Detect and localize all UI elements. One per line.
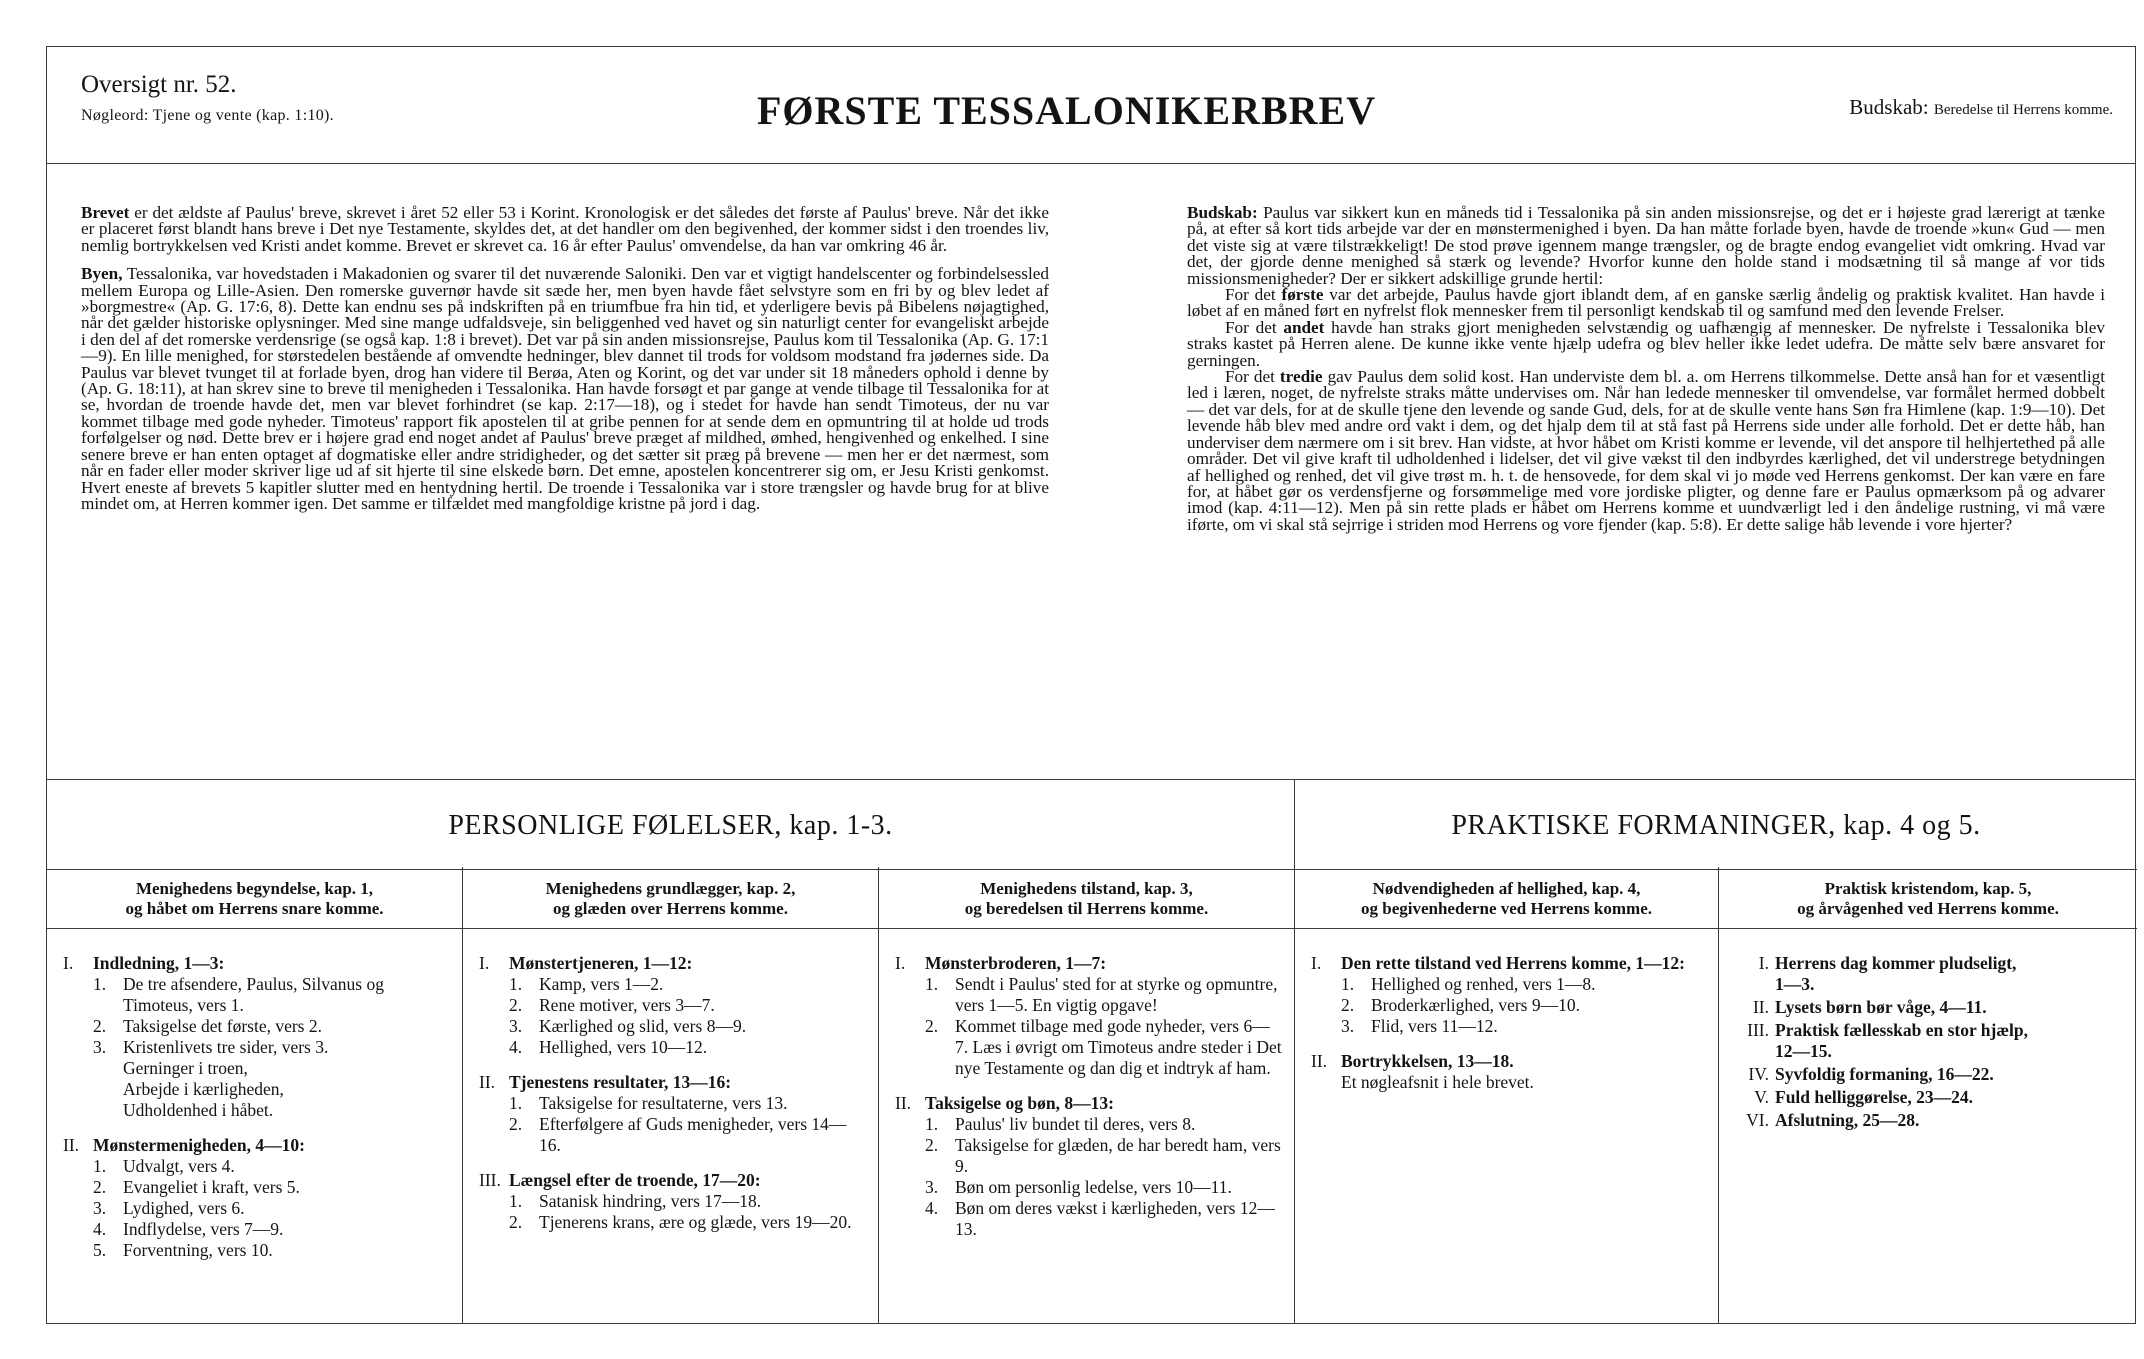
intro-text-body: Tessalonika, var hovedstaden i Makadonien og svarer til det nuværende Saloniki. Den var et vigtigt handelscenter og forbindelsessled mellem Europa og Lille-Asien. Den romerske guvernør havde sit sæde her, men byen havde fået selvstyre som en fri by og blev ledet af »borgmestre« (Ap. G. 17:6, 8). Dette kan endnu ses på indskriften på en triumfbue fra hin tid, et yderligere bevis på Bibelens nøjagtighed, når det gælder historiske oplysninger. Med sine mange udfaldsveje, sin beliggenhed ved havet og sin naturligt center for evangeliskt arbejde i den del af det romerske verdensrige (se også kap. 1:8 i brevet). Det var på sin anden missionsrejse, Paulus kom til Tessalonika (Ap. G. 17:1—9). En lille menighed, for størstedelen bestående af omvendte hedninger, blev dannet til trods for voldsom modstand fra jødernes side. Da Paulus var blevet tvunget til at forlade byen, drog han videre til Berøa, Aten og Korint, og det var under sit 18 måneders ophold i denne by (Ap. G. 18:11), at han skrev sine to breve til menigheden i Tessalonika. Han havde forsøgt et par gange at vende tilbage til Tessalonika for at se, hvordan de troende havde det, men var blevet forhindret (se kap. 2:17—18), og i stedet for havde han sendt Timoteus, der nu var kommet tilbage med gode nyheder. Timoteus' rapport fik apostelen til at gribe pennen for at sende dem en opmuntring til at holde ud trods forfølgelser og nød. Dette brev er i højere grad end noget andet af Paulus' breve præget af mildhed, ømhed, hengivenhed og enkelhed. I sine senere breve er han enten optaget af dogmatiske eller andre stridigheder, og det sætter sit præg på brevene — men her er det nærmest, som når en fader eller moder skriver lige ud af sit hjerte til sine elskede børn. Det emne, apostelen koncentrerer sig om, er Jesu Kristi genkomst. Hvert eneste af brevets 5 kapitler slutter med en hentydning hertil. De troende i Tessalonika var i store trængsler og havde brug for at blive mindet om, at Herren kommer igen. Det samme er tilfældet med mangfoldige kristne på jord i dag.	[81, 264, 1049, 513]
outline-section	[895, 1093, 1282, 1240]
reason-pre: For det	[1225, 367, 1275, 387]
outline-column-4	[1295, 867, 1719, 1323]
outline-item	[1311, 995, 1706, 1016]
outline-item	[479, 1212, 866, 1233]
item-number: 2.	[93, 1016, 107, 1036]
page-title: FØRSTE TESSALONIKERBREV	[757, 88, 1377, 133]
outline-section-heading	[479, 1072, 866, 1093]
outline-section	[479, 1072, 866, 1156]
outline-item	[63, 1156, 450, 1177]
noegleord-text: Tjene og vente (kap. 1:10).	[152, 107, 334, 124]
item-text: Tjenerens krans, ære og glæde, vers 19—20.	[539, 1212, 852, 1232]
noegleord	[81, 107, 334, 125]
item-text: Bøn om personlig ledelse, vers 10—11.	[955, 1177, 1232, 1197]
outline-section-title-line: 12—15.	[1775, 1041, 1832, 1061]
reason-bold: tredie	[1279, 367, 1323, 387]
outline-item	[479, 1016, 866, 1037]
outline-item	[895, 1135, 1282, 1177]
outline-item	[63, 1219, 450, 1240]
outline-section-heading	[479, 953, 866, 974]
outline-section	[479, 953, 866, 1058]
column-heading-line-1: Nødvendigheden af hellighed, kap. 4,	[1372, 879, 1641, 898]
item-number: 1.	[925, 974, 939, 994]
item-number: 1.	[509, 1093, 523, 1113]
column-heading-line-2: og årvågenhed ved Herrens komme.	[1797, 899, 2059, 918]
outline-section-heading	[1735, 1087, 2125, 1108]
outline-item	[479, 1114, 866, 1156]
noegleord-label: Nøgleord:	[81, 107, 149, 124]
column-body	[1295, 953, 1718, 1107]
outline-item	[479, 1191, 866, 1212]
reason-pre: For det	[1225, 317, 1277, 337]
item-number: 4.	[925, 1198, 939, 1218]
column-heading-line-2: og glæden over Herrens komme.	[553, 899, 788, 918]
intro-lead: Byen,	[81, 264, 123, 284]
item-number: 1.	[925, 1114, 939, 1134]
roman-numeral: II.	[479, 1072, 496, 1092]
roman-numeral: I.	[63, 953, 74, 973]
outline-item	[63, 1240, 450, 1261]
budskab-header	[1849, 95, 2113, 120]
budskab-reason-3	[1187, 369, 2105, 533]
item-text: Paulus' liv bundet til deres, vers 8.	[955, 1114, 1196, 1134]
item-text: Taksigelse for glæden, de har beredt ham, vers 9.	[955, 1135, 1281, 1176]
item-number: 2.	[509, 1114, 523, 1134]
column-body	[47, 953, 462, 1275]
outline-note: Et nøgleafsnit i hele brevet.	[1341, 1072, 1534, 1092]
item-number: 3.	[93, 1198, 107, 1218]
item-text: Forventning, vers 10.	[123, 1240, 273, 1260]
section-praktiske	[1295, 780, 2137, 870]
item-number: 3.	[925, 1177, 939, 1197]
outline-section-title-line: Herrens dag kommer pludseligt,	[1775, 953, 2017, 973]
item-number: 2.	[925, 1016, 939, 1036]
outline-column-1	[47, 867, 463, 1323]
roman-numeral: I.	[1758, 953, 1769, 973]
outline-item	[895, 1114, 1282, 1135]
column-body	[879, 953, 1294, 1254]
item-text: Kamp, vers 1—2.	[539, 974, 664, 994]
item-text: Rene motiver, vers 3—7.	[539, 995, 715, 1015]
outline-section-title: Bortrykkelsen, 13—18.	[1341, 1051, 1514, 1071]
roman-numeral: VI.	[1746, 1110, 1769, 1130]
item-number: 4.	[509, 1037, 523, 1057]
item-number: 5.	[93, 1240, 107, 1260]
outline-section-title: Mønstertjeneren, 1—12:	[509, 953, 693, 973]
outline-subitem: Udholdenhed i håbet.	[123, 1100, 274, 1120]
intro-left-column	[81, 205, 1049, 524]
outline-item	[479, 1037, 866, 1058]
outline-section-title	[1775, 1064, 1994, 1085]
outline-item	[895, 1016, 1282, 1079]
section-title-praktiske: PRAKTISKE FORMANINGER, kap. 4 og 5.	[1451, 810, 1981, 841]
outline-item	[895, 1177, 1282, 1198]
item-number: 3.	[1341, 1016, 1355, 1036]
item-text: De tre afsendere, Paulus, Silvanus og Timoteus, vers 1.	[123, 974, 384, 1015]
item-text: Indflydelse, vers 7—9.	[123, 1219, 284, 1239]
roman-numeral: II.	[895, 1093, 912, 1113]
outline-section-title-line: Praktisk fællesskab en stor hjælp,	[1775, 1020, 2028, 1040]
outline-section-heading	[895, 953, 1282, 974]
intro-lead: Budskab:	[1187, 203, 1258, 222]
intro-paragraph-byen	[81, 266, 1049, 512]
column-heading	[879, 867, 1294, 929]
outline-section-title	[1775, 1087, 1973, 1108]
outline-column-5	[1719, 867, 2137, 1323]
outline-section-title-line: Afslutning, 25—28.	[1775, 1110, 1920, 1130]
column-heading	[1719, 867, 2137, 929]
item-text: Broderkærlighed, vers 9—10.	[1371, 995, 1580, 1015]
roman-numeral: II.	[63, 1135, 80, 1155]
budskab-reason-2	[1187, 317, 2105, 370]
column-heading-line-1: Praktisk kristendom, kap. 5,	[1824, 879, 2032, 898]
intro-right-column	[1187, 205, 2105, 533]
outline-columns	[47, 867, 2135, 1323]
outline-item	[479, 995, 866, 1016]
roman-numeral: IV.	[1748, 1064, 1769, 1084]
outline-section-heading	[1311, 953, 1706, 974]
item-number: 2.	[925, 1135, 939, 1155]
outline-section-title: Tjenestens resultater, 13—16:	[509, 1072, 732, 1092]
roman-numeral: I.	[479, 953, 490, 973]
outline-item	[895, 974, 1282, 1016]
outline-section-title-line: 1—3.	[1775, 974, 1815, 994]
outline-section	[1311, 1051, 1706, 1093]
column-heading	[463, 867, 878, 929]
outline-section-heading	[63, 1135, 450, 1156]
header	[47, 47, 2135, 164]
outline-section-title: Mønsterbroderen, 1—7:	[925, 953, 1107, 973]
item-text: Sendt i Paulus' sted for at styrke og opmuntre, vers 1—5. En vigtig opgave!	[955, 974, 1278, 1015]
item-text: Bøn om deres vækst i kærligheden, vers 12—13.	[955, 1198, 1275, 1239]
intro-lead: Brevet	[81, 203, 130, 222]
item-text: Evangeliet i kraft, vers 5.	[123, 1177, 300, 1197]
outline-section-title	[1775, 1020, 2028, 1062]
item-text: Kommet tilbage med gode nyheder, vers 6—7. Læs i øvrigt om Timoteus andre steder i Det nye Testamente og dan dig et indtryk af ham.	[955, 1016, 1282, 1078]
roman-numeral: I.	[895, 953, 906, 973]
outline-section-heading	[1311, 1051, 1706, 1072]
outline-section-title	[1775, 953, 2016, 995]
outline-item	[895, 1198, 1282, 1240]
reason-bold: andet	[1283, 317, 1325, 337]
section-title-personlige: PERSONLIGE FØLELSER, kap. 1-3.	[448, 810, 893, 841]
outline-section	[63, 1135, 450, 1261]
item-number: 1.	[509, 974, 523, 994]
item-text: Efterfølgere af Guds menigheder, vers 14—16.	[539, 1114, 847, 1155]
outline-section-title: Mønstermenigheden, 4—10:	[93, 1135, 305, 1155]
item-text: Taksigelse for resultaterne, vers 13.	[539, 1093, 788, 1113]
reason-text: var det arbejde, Paulus havde gjort iblandt dem, af en ganske særlig åndelig og praktisk kvalitet. Han havde i løbet af en måned ført en nyfrelst flok mennesker frem til personligt kendskab til og samfund med den levende Frelser.	[1187, 285, 2106, 321]
column-heading-line-2: og begivenhederne ved Herrens komme.	[1360, 899, 1652, 918]
outline-item	[1311, 1016, 1706, 1037]
reason-pre: For det	[1225, 285, 1276, 305]
roman-numeral: II.	[1752, 997, 1769, 1017]
outline-section-heading	[1735, 1110, 2125, 1131]
outline-section-title-line: Lysets børn bør våge, 4—11.	[1775, 997, 1987, 1017]
column-heading	[47, 867, 462, 929]
outline-section-heading	[479, 1170, 866, 1191]
item-number: 1.	[93, 1156, 107, 1176]
outline-section-heading	[1735, 1064, 2125, 1085]
outline-section-heading	[1735, 997, 2125, 1018]
column-body	[463, 953, 878, 1247]
item-number: 2.	[1341, 995, 1355, 1015]
outline-section-heading	[1735, 1020, 2125, 1062]
column-heading-line-2: og beredelsen til Herrens komme.	[964, 899, 1209, 918]
intro-text-body: er det ældste af Paulus' breve, skrevet i året 52 eller 53 i Korint. Kronologisk er det således det første af Paulus' breve. Når det ikke er placeret først blandt hans breve i Det nye Testamente, skyldes det, at det handler om den begivenhed, der kommer sidst i den troendes liv, nemlig bortrykkelsen ved Kristi andet komme. Brevet er skrevet ca. 16 år efter Paulus' omvendelse, da han var omkring 46 år.	[81, 203, 1050, 255]
overview-sheet	[46, 46, 2136, 1324]
oversigt-number: Oversigt nr. 52.	[81, 71, 237, 98]
item-text: Satanisk hindring, vers 17—18.	[539, 1191, 762, 1211]
outline-item	[63, 1198, 450, 1219]
reason-text: gav Paulus dem solid kost. Han underviste dem bl. a. om Herrens tilkommelse. Dette anså han for et væsentligt led i læren, noget, de nyfrelste straks måtte undervises om. Når han ledede mennesker til omvendelse, var formålet hermed dobbelt — det var dels, for at de skulle tjene den levende og sande Gud, dels, for at de skulle vente hans Søn fra Himlene (kap. 1:9—10). Det levende håb blev med andre ord vakt i dem, og det hjalp dem til at stå fast på Herrens side under alle forhold. Det er dette håb, han underviser dem nærmere om i sit brev. Han vidste, at hvor håbet om Kristi komme er levende, vil det anspore til helhjertethed på alle områder. Det vil give kraft til udholdenhed i lidelser, det vil give vækst til den indbyrdes kærlighed, det vil understrege betydningen af hellighed og renhed, det vil give trøst m. h. t. de hensovede, for dem skal vi jo møde ved Herrens genkomst. Der kan være en fare for, at håbet gør os verdensfjerne og forsømmelige med vore jordiske pligter, og denne fare er Paulus opmærksom på og advarer imod (kap. 4:11—12). Men på sin rette plads er håbet om Herrens komme et uundværligt led i den åndelige rustning, vi må være iførte, om vi skal stå sejrrige i striden mod Herrens og vore fjender (kap. 5:8). Er dette salige håb levende i vore hjerter?	[1187, 367, 2106, 534]
roman-numeral: III.	[479, 1170, 501, 1190]
outline-item	[479, 974, 866, 995]
item-text: Udvalgt, vers 4.	[123, 1156, 235, 1176]
intro-text-body: Paulus var sikkert kun en måneds tid i Tessalonika på sin anden missionsrejse, og det er i højeste grad lærerigt at tænke på, at efter så kort tids arbejde var der en mønstermenighed i byen. Da han måtte forlade byen, havde de troende »kun« Gud — men det viste sig at være tilstrækkeligt! De stod prøve igennem mange trængsler, og de bragte endog evangeliet vidt omkring. Hvad var det, der gjorde denne menighed så stærk og levende? Hvorfor kunne den holde stand i modsætning til så mange af vor tids missionsmenigheder? Der er sikkert adskillige grunde hertil:	[1187, 203, 2106, 288]
outline-item	[63, 1016, 450, 1037]
column-heading	[1295, 867, 1718, 929]
roman-numeral: III.	[1747, 1020, 1769, 1040]
outline-section-title	[1775, 1110, 1919, 1131]
item-number: 2.	[509, 995, 523, 1015]
item-number: 3.	[93, 1037, 107, 1057]
outline-section-title-line: Syvfoldig formaning, 16—22.	[1775, 1064, 1994, 1084]
outline-section-title-line: Fuld helliggørelse, 23—24.	[1775, 1087, 1974, 1107]
outline-subitem: Arbejde i kærligheden,	[123, 1079, 284, 1099]
item-text: Kristenlivets tre sider, vers 3.	[123, 1037, 329, 1057]
outline-section-title: Indledning, 1—3:	[93, 953, 225, 973]
item-text: Flid, vers 11—12.	[1371, 1016, 1498, 1036]
item-number: 1.	[509, 1191, 523, 1211]
outline-section-heading	[895, 1093, 1282, 1114]
item-number: 3.	[509, 1016, 523, 1036]
item-text: Hellighed, vers 10—12.	[539, 1037, 708, 1057]
outline-item	[63, 1037, 450, 1058]
outline-section	[479, 1170, 866, 1233]
budskab-text: Beredelse til Herrens komme.	[1933, 102, 2113, 118]
column-heading-line-1: Menighedens begyndelse, kap. 1,	[135, 879, 374, 898]
outline-column-2	[463, 867, 879, 1323]
intro-paragraph-brevet	[81, 205, 1049, 254]
reason-text: havde han straks gjort menigheden selvstændig og uafhængig af mennesker. De nyfrelste i Tessalonika blev straks kastet på Herren alene. De kunne ikke vente hjælp udefra og blev heller ikke ledet udefra. De måtte selv bære ansvaret for gerningen.	[1187, 317, 2105, 370]
item-number: 1.	[1341, 974, 1355, 994]
roman-numeral: V.	[1754, 1087, 1769, 1107]
item-number: 2.	[509, 1212, 523, 1232]
budskab-reason-1	[1187, 287, 2105, 320]
outline-section-title: Længsel efter de troende, 17—20:	[509, 1170, 761, 1190]
item-text: Taksigelse det første, vers 2.	[123, 1016, 322, 1036]
item-number: 2.	[93, 1177, 107, 1197]
outline-section-title: Den rette tilstand ved Herrens komme, 1—12:	[1341, 953, 1685, 973]
item-text: Hellighed og renhed, vers 1—8.	[1371, 974, 1596, 994]
budskab-paragraph	[1187, 205, 2105, 287]
outline-section-heading	[63, 953, 450, 974]
outline-column-3	[879, 867, 1295, 1323]
outline-item	[1311, 974, 1706, 995]
column-heading-line-1: Menighedens grundlægger, kap. 2,	[545, 879, 796, 898]
section-personlige	[47, 780, 1295, 870]
item-text: Lydighed, vers 6.	[123, 1198, 245, 1218]
reason-bold: første	[1281, 285, 1324, 305]
outline-subitem: Gerninger i troen,	[123, 1058, 248, 1078]
column-heading-line-1: Menighedens tilstand, kap. 3,	[980, 879, 1193, 898]
item-text: Kærlighed og slid, vers 8—9.	[539, 1016, 747, 1036]
column-heading-line-2: og håbet om Herrens snare komme.	[125, 899, 384, 918]
column-body	[1719, 953, 2137, 1133]
outline-item	[479, 1093, 866, 1114]
outline-section-heading	[1735, 953, 2125, 995]
outline-section	[1311, 953, 1706, 1037]
outline-section-title: Taksigelse og bøn, 8—13:	[925, 1093, 1114, 1113]
outline-item	[63, 1177, 450, 1198]
roman-numeral: II.	[1311, 1051, 1328, 1071]
outline-section	[63, 953, 450, 1121]
outline-section-title	[1775, 997, 1987, 1018]
outline-section	[895, 953, 1282, 1079]
item-number: 4.	[93, 1219, 107, 1239]
item-number: 1.	[93, 974, 107, 994]
roman-numeral: I.	[1311, 953, 1322, 973]
budskab-label: Budskab:	[1849, 95, 1929, 119]
outline-item	[63, 974, 450, 1016]
